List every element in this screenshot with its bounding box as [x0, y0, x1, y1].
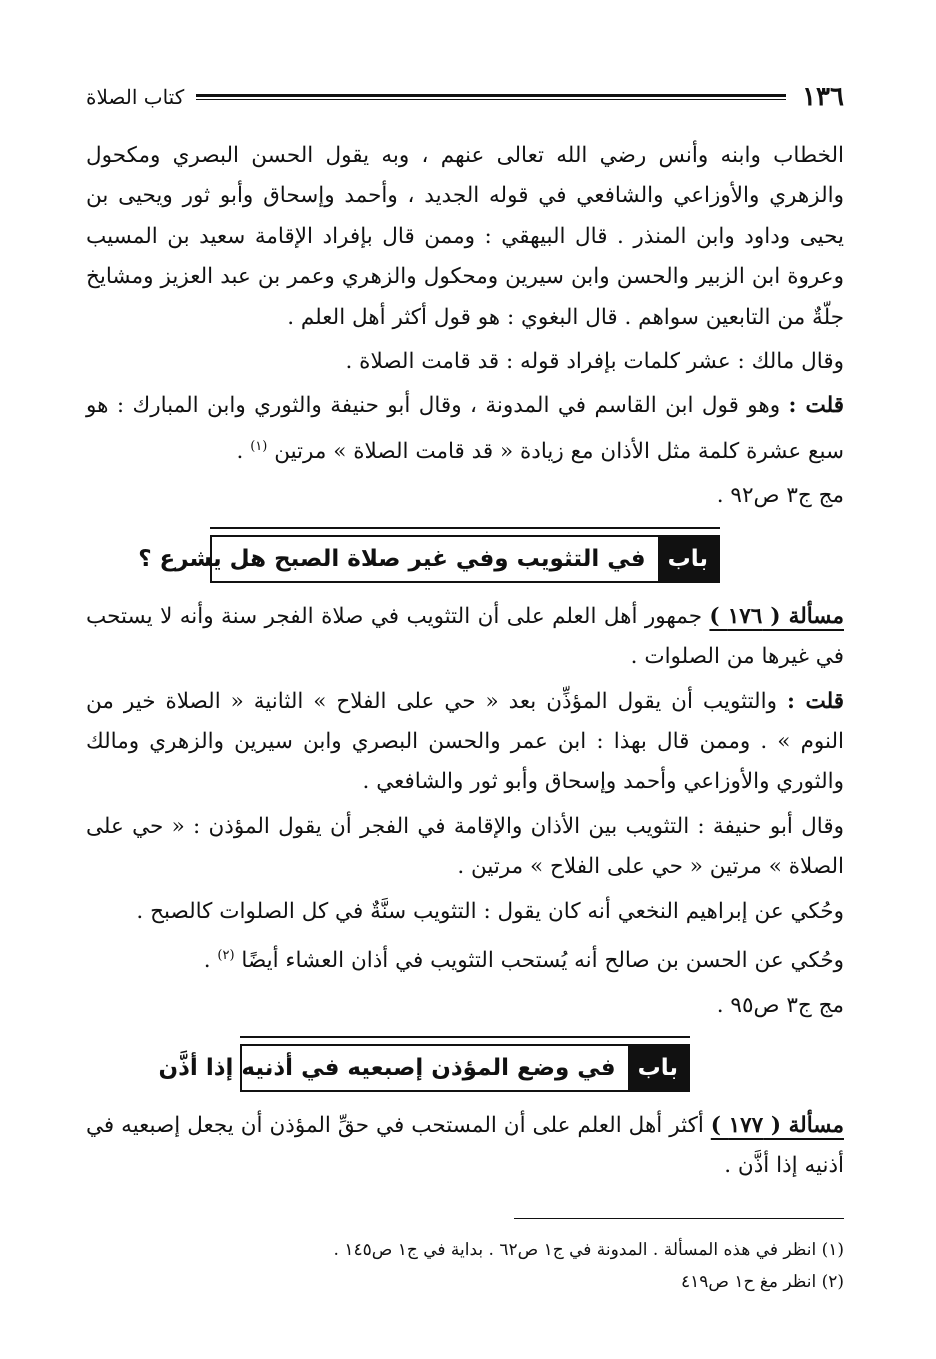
running-header [86, 82, 844, 112]
header-rule [196, 94, 786, 100]
chapter-title: في التثويب وفي غير صلاة الصبح هل يشرع ؟ [138, 545, 646, 572]
chapter-tag: باب [628, 1046, 688, 1090]
paragraph-text: وحُكي عن الحسن بن صالح أنه يُستحب التثويب في أذان العشاء أيضًا [241, 948, 844, 974]
chapter-tag: باب [658, 537, 718, 581]
paragraph-end: . [236, 439, 251, 464]
chapter-heading-1 [86, 527, 844, 583]
chapter-title: في وضع المؤذن إصبعيه في أذنيه إذا أذَّن [158, 1054, 616, 1081]
paragraph-text: والتثويب أن يقول المؤذِّن بعد « حي على الفلاح » الثانية « الصلاة خير من النوم » . وممن قال بهذا : ابن عمر والحسن البصري وابن سيرين والزهري ومالك والثوري والأوزاعي وأحمد وإسحاق وأبو ثور والشافعي . [86, 688, 844, 795]
footnote-ref: (١) [250, 438, 268, 454]
paragraph-end: . [203, 948, 218, 974]
reference-line [86, 986, 844, 1026]
reference-text: مج ج٣ ص٩٥ . [716, 992, 844, 1018]
paragraph-text: أكثر أهل العلم على أن المستحب في حقِّ المؤذن أن يجعل إصبعيه في أذنيه إذا أذَّن . [86, 1113, 844, 1179]
chapter-heading-2 [86, 1036, 844, 1092]
paragraph [86, 597, 844, 678]
qultu-lead: قلت : [788, 393, 844, 419]
paragraph [86, 807, 844, 888]
main-text [86, 136, 844, 1191]
paragraph [86, 682, 844, 803]
footnote: (٢) انظر مغ ح١ ص٤١٩ [680, 1272, 844, 1292]
paragraph-text: الخطاب وابنه وأنس رضي الله تعالى عنهم ، وبه يقول الحسن البصري ومكحول والزهري والأوزاعي والشافعي في قوله الجديد ، وأحمد وإسحاق وأبو ثور ويحيى بن يحيى وداود وابن المنذر . قال البيهقي : وممن قال بإفراد الإقامة سعيد بن المسيب وعروة ابن الزبير والحسن وابن سيرين ومحكول والزهري وعمر بن عبد العزيز ومشايخ جلّةٌ من التابعين سواهم . قال البغوي : هو قول أكثر أهل العلم . [86, 143, 844, 330]
paragraph-text: وقال مالك : عشر كلمات بإفراد قوله : قد قامت الصلاة . [345, 349, 844, 375]
paragraph-text: وهو قول ابن القاسم في المدونة ، وقال أبو حنيفة والثوري وابن المبارك : هو سبع عشرة كلمة مثل الأذان مع زيادة « قد قامت الصلاة » مرتين [86, 393, 844, 464]
paragraph-text: وقال أبو حنيفة : التثويب بين الأذان والإقامة في الفجر أن يقول المؤذن : « حي على الصلاة » مرتين « حي على الفلاح » مرتين . [86, 813, 844, 880]
paragraph [86, 1106, 844, 1187]
footnote: (١) انظر في هذه المسألة . المدونة في ج١ ص٦٢ . بداية في ج١ ص١٤٥ . [333, 1240, 844, 1260]
masala-lead: مسألة ( ١٧٦ ) [709, 603, 844, 629]
paragraph [86, 386, 844, 472]
paragraph [86, 892, 844, 932]
running-title: كتاب الصلاة [86, 85, 185, 109]
footnote-rule [514, 1218, 844, 1219]
qultu-lead: قلت : [786, 688, 844, 714]
footnote-ref: (٢) [217, 948, 235, 964]
paragraph [86, 342, 844, 382]
footnotes [86, 1234, 844, 1298]
chapter-box [158, 1044, 690, 1092]
page-number: ١٣٦ [802, 82, 844, 112]
reference-line [86, 476, 844, 516]
chapter-rule [240, 1036, 690, 1038]
paragraph [86, 136, 844, 338]
paragraph-text: وحُكي عن إبراهيم النخعي أنه كان يقول : التثويب سنَّةٌ في كل الصلوات كالصبح . [136, 898, 844, 924]
paragraph [86, 936, 844, 982]
chapter-rule [210, 527, 720, 529]
reference-text: مج ج٣ ص٩٢ . [716, 483, 844, 509]
chapter-box [138, 535, 720, 583]
paragraph-text: جمهور أهل العلم على أن التثويب في صلاة الفجر سنة وأنه لا يستحب في غيرها من الصلوات . [86, 603, 844, 670]
masala-lead: مسألة ( ١٧٧ ) [710, 1113, 844, 1139]
